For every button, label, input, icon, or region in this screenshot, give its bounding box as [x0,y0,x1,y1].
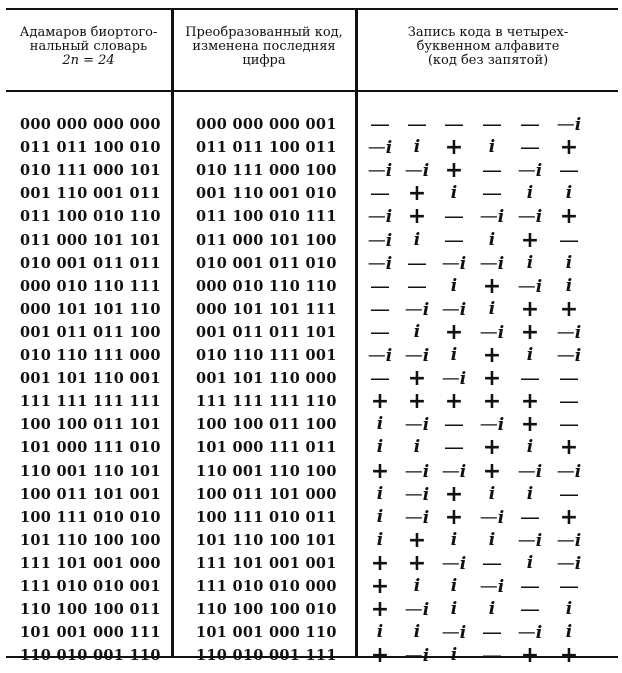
symbol-i: i [376,437,384,458]
table-row [6,181,618,207]
symbol-i: i [488,599,496,620]
symbol-minus-i: —i [556,345,582,366]
symbol-i: i [526,437,534,458]
symbol-minus-i: —i [367,160,393,182]
header-col3-line1: Запись кода в четырех- [407,25,569,40]
table-top-rule [6,8,618,10]
table-row [6,227,618,253]
original-code-cell: 101 001 000 111 [20,624,161,642]
symbol-minus-i: —i [441,460,467,482]
table-row [6,366,618,392]
symbol-plus: + [370,574,390,599]
modified-code-cell: 110 010 001 111 [196,647,337,665]
symbol-minus: — [559,412,579,437]
modified-code-cell: 001 101 110 000 [196,370,337,388]
original-code-cell: 001 110 001 011 [20,185,161,203]
symbol-minus-i: —i [404,460,430,482]
symbol-i: i [526,345,534,365]
original-code-cell: 111 111 111 111 [20,393,161,411]
symbol-minus: — [482,158,502,183]
symbol-minus: — [520,366,540,391]
symbol-i: i [413,137,421,158]
symbol-plus: + [370,389,390,415]
header-col1 [6,26,171,68]
original-code-cell: 011 011 100 010 [20,139,161,157]
symbol-minus-i: —i [517,622,543,644]
symbol-i: i [488,298,496,319]
symbol-minus-i: —i [367,229,393,251]
symbol-minus-i: —i [479,321,505,343]
symbol-minus: — [482,181,502,206]
table-row [6,273,618,299]
symbol-plus: + [559,135,579,161]
modified-code-cell: 100 011 101 000 [196,485,337,503]
symbol-plus: + [407,181,427,207]
symbol-i: i [565,275,573,296]
symbol-minus: — [520,504,540,529]
symbol-minus-i: —i [517,529,543,551]
symbol-i: i [488,483,496,504]
symbol-plus: + [407,204,427,230]
modified-code-cell: 011 011 100 011 [196,139,337,157]
modified-code-cell: 100 111 010 011 [196,508,337,526]
modified-code-cell: 001 011 011 101 [196,323,337,341]
symbol-plus: + [520,227,540,253]
symbol-minus-i: —i [404,298,430,320]
header-col3-line3: (код без запятой) [427,53,549,68]
symbol-minus: — [444,227,464,252]
symbol-plus: + [559,204,579,230]
symbol-minus-i: —i [441,552,467,574]
symbol-plus: + [370,643,390,669]
symbol-plus: + [482,273,502,299]
symbol-minus: — [520,135,540,160]
symbol-minus-i: —i [367,137,393,159]
header-col2-line2: изменена последняя [192,39,336,54]
symbol-i: i [376,529,384,550]
code-table [6,8,618,668]
modified-code-cell: 000 010 110 110 [196,277,337,295]
symbol-i: i [450,645,458,666]
symbol-plus: + [444,135,464,161]
symbol-minus: — [482,643,502,668]
symbol-minus-i: —i [404,345,430,366]
table-row [6,389,618,415]
symbol-minus-i: —i [517,275,543,297]
symbol-minus-i: —i [404,414,430,436]
symbol-i: i [526,483,534,504]
symbol-i: i [450,529,458,550]
symbol-plus: + [520,319,540,345]
symbol-minus: — [407,273,427,298]
modified-code-cell: 010 001 011 010 [196,254,337,272]
table-row [6,250,618,275]
symbol-minus: — [407,250,427,275]
table-row [6,204,618,230]
symbol-minus-i: —i [517,160,543,182]
symbol-i: i [413,622,421,643]
symbol-plus: + [444,158,464,184]
original-code-cell: 011 000 101 101 [20,231,161,249]
original-code-cell: 100 100 011 101 [20,416,161,434]
modified-code-cell: 111 111 111 110 [196,393,337,411]
symbol-plus: + [520,643,540,669]
symbol-minus: — [559,574,579,598]
symbol-plus: + [482,366,502,392]
symbol-i: i [450,599,458,620]
symbol-plus: + [407,366,427,392]
symbol-minus-i: —i [404,645,430,667]
original-code-cell: 100 111 010 010 [20,508,161,526]
symbol-i: i [413,321,421,342]
symbol-plus: + [520,412,540,438]
symbol-minus: — [559,158,579,183]
symbol-plus: + [520,296,540,322]
symbol-minus-i: —i [404,160,430,182]
modified-code-cell: 011 000 101 100 [196,231,337,249]
symbol-i: i [376,622,384,643]
symbol-minus: — [444,412,464,437]
original-code-cell: 101 000 111 010 [20,439,161,457]
original-code-cell: 111 010 010 001 [20,578,161,595]
original-code-cell: 100 011 101 001 [20,485,161,503]
symbol-i: i [526,252,534,273]
symbol-i: i [376,414,384,435]
modified-code-cell: 000 101 101 111 [196,300,337,318]
symbol-plus: + [407,550,427,576]
symbol-minus-i: —i [441,368,467,390]
symbol-minus-i: —i [517,460,543,482]
symbol-minus-i: —i [556,321,582,343]
symbol-minus: — [559,481,579,506]
original-code-cell: 110 100 100 011 [20,601,161,619]
symbol-plus: + [559,296,579,322]
table-row [6,643,618,669]
symbol-i: i [450,183,458,204]
symbol-i: i [450,275,458,296]
symbol-minus-i: —i [404,599,430,621]
symbol-minus-i: —i [479,414,505,436]
symbol-minus: — [370,112,390,136]
symbol-minus: — [559,227,579,252]
header-col2-line3: цифра [242,53,286,68]
original-code-cell: 001 011 011 100 [20,323,161,341]
symbol-minus-i: —i [367,206,393,228]
header-col2-line1: Преобразованный код, [185,25,343,40]
symbol-plus: + [482,389,502,415]
symbol-minus-i: —i [367,252,393,274]
symbol-plus: + [559,435,579,461]
symbol-i: i [413,229,421,250]
symbol-plus: + [407,527,427,553]
modified-code-cell: 100 100 011 100 [196,416,337,434]
symbol-minus-i: —i [404,506,430,528]
header-col2 [173,26,355,68]
symbol-minus: — [370,366,390,391]
symbol-i: i [488,229,496,250]
table-row [6,504,618,530]
table-row [6,296,618,322]
symbol-i: i [526,552,534,573]
table-row [6,481,618,507]
symbol-minus: — [444,112,464,136]
symbol-minus-i: —i [556,460,582,482]
symbol-i: i [450,345,458,365]
original-code-cell: 110 010 001 110 [20,647,161,665]
symbol-i: i [488,137,496,158]
symbol-i: i [450,576,458,596]
table-row [6,576,618,597]
original-code-cell: 000 010 110 111 [20,277,161,295]
symbol-minus-i: —i [479,576,505,597]
modified-code-cell: 110 001 110 100 [196,462,337,480]
modified-code-cell: 101 000 111 011 [196,439,337,457]
table-row [6,345,618,366]
symbol-minus-i: —i [556,552,582,574]
table-row [6,597,618,623]
header-col3-line2: буквенном алфавите [416,39,560,54]
symbol-minus: — [370,296,390,321]
header-bottom-rule [6,90,618,92]
symbol-plus: + [407,389,427,415]
symbol-minus: — [444,435,464,460]
original-code-cell: 001 101 110 001 [20,370,161,388]
header-col1-line2: нальный словарь [29,39,148,54]
table-row [6,435,618,461]
symbol-minus: — [482,620,502,645]
table-row [6,622,618,643]
symbol-minus-i: —i [441,252,467,274]
table-row [6,319,618,345]
symbol-plus: + [482,435,502,461]
original-code-cell: 000 000 000 000 [20,116,161,133]
table-row [6,114,618,135]
symbol-plus: + [370,597,390,623]
symbol-minus-i: —i [556,529,582,551]
modified-code-cell: 111 010 010 000 [196,578,337,595]
symbol-i: i [565,252,573,273]
original-code-cell: 010 111 000 101 [20,162,161,180]
modified-code-cell: 011 100 010 111 [196,208,337,226]
symbol-plus: + [482,343,502,368]
symbol-plus: + [444,504,464,530]
modified-code-cell: 110 100 100 010 [196,601,337,619]
symbol-plus: + [520,389,540,415]
symbol-i: i [565,183,573,204]
symbol-i: i [565,622,573,643]
symbol-minus-i: —i [441,622,467,644]
modified-code-cell: 000 000 000 001 [196,116,337,133]
symbol-minus-i: —i [367,345,393,366]
table-row [6,135,618,161]
symbol-minus-i: —i [479,506,505,528]
modified-code-cell: 010 111 000 100 [196,162,337,180]
symbol-minus: — [407,112,427,136]
symbol-minus: — [370,273,390,298]
symbol-i: i [488,529,496,550]
table-row [6,527,618,553]
modified-code-cell: 101 001 000 110 [196,624,337,642]
symbol-minus: — [520,597,540,622]
original-code-cell: 000 101 101 110 [20,300,161,318]
symbol-i: i [376,483,384,504]
symbol-plus: + [444,319,464,345]
symbol-plus: + [482,458,502,484]
symbol-minus: — [482,112,502,136]
symbol-plus: + [444,481,464,507]
symbol-minus-i: —i [556,114,582,135]
modified-code-cell: 111 101 001 001 [196,554,337,572]
original-code-cell: 010 001 011 011 [20,254,161,272]
symbol-i: i [413,576,421,596]
symbol-i: i [376,506,384,527]
header-col3 [358,26,618,68]
header-col1-line3: 2n = 24 [62,53,115,68]
original-code-cell: 110 001 110 101 [20,462,161,480]
symbol-plus: + [444,389,464,415]
original-code-cell: 010 110 111 000 [20,347,161,364]
symbol-plus: + [370,550,390,576]
symbol-minus-i: —i [479,206,505,228]
symbol-minus: — [370,319,390,344]
header-col1-line1: Адамаров биортого- [19,25,158,40]
symbol-minus: — [559,389,579,414]
symbol-minus: — [520,112,540,136]
symbol-minus: — [559,366,579,391]
original-code-cell: 011 100 010 110 [20,208,161,226]
symbol-i: i [413,437,421,458]
symbol-i: i [526,183,534,204]
symbol-i: i [565,599,573,620]
table-row [6,158,618,184]
modified-code-cell: 101 110 100 101 [196,531,337,549]
symbol-minus: — [520,574,540,598]
symbol-minus: — [370,181,390,206]
original-code-cell: 101 110 100 100 [20,531,161,549]
symbol-minus: — [482,550,502,575]
symbol-minus-i: —i [404,483,430,505]
modified-code-cell: 010 110 111 001 [196,347,337,364]
symbol-minus-i: —i [517,206,543,228]
symbol-minus-i: —i [479,252,505,274]
symbol-minus: — [444,204,464,229]
table-row [6,412,618,438]
symbol-plus: + [559,643,579,669]
symbol-plus: + [370,458,390,484]
modified-code-cell: 001 110 001 010 [196,185,337,203]
symbol-minus-i: —i [441,298,467,320]
symbol-plus: + [559,504,579,530]
table-row [6,550,618,576]
original-code-cell: 111 101 001 000 [20,554,161,572]
table-row [6,458,618,484]
